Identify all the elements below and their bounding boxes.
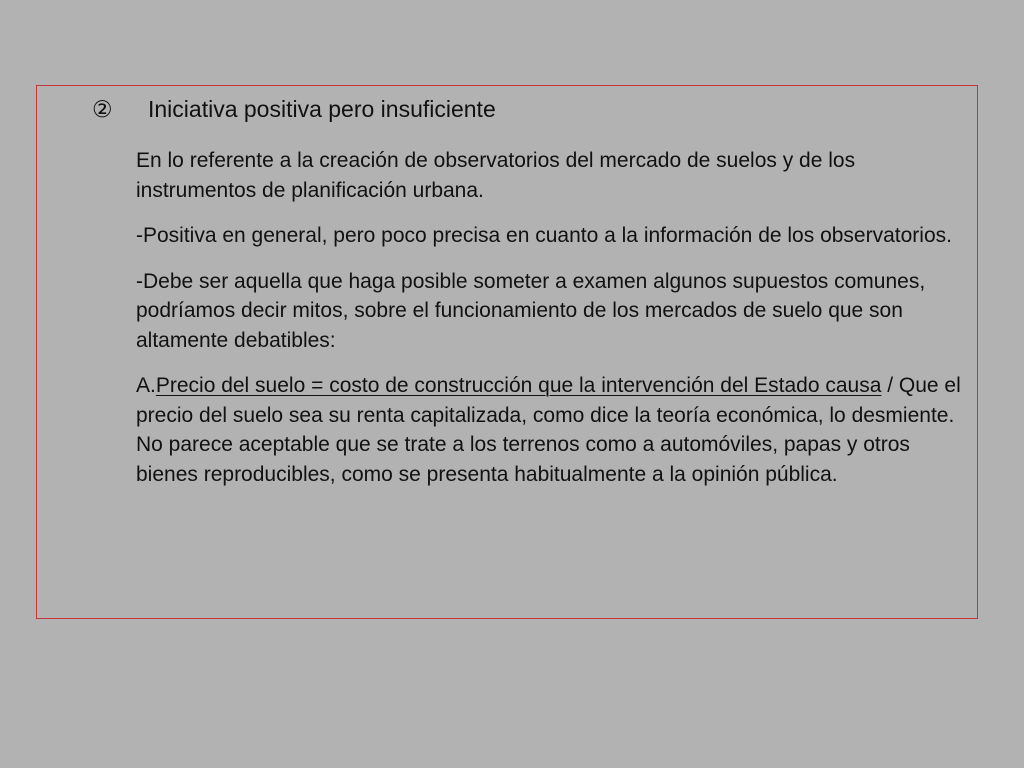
point-a-paragraph [136,371,976,489]
point-a-prefix: A. [136,374,156,397]
positive-point-paragraph: -Positiva en general, pero poco precisa en cuanto a la información de los observatorios. [136,224,952,247]
heading-title: Iniciativa positiva pero insuficiente [148,96,496,122]
heading-number: ② [92,96,113,122]
intro-paragraph: En lo referente a la creación de observatorios del mercado de suelos y de los instrumentos de planificación urbana. [136,149,856,202]
point-a-rest-text: / Que el precio del suelo sea su renta capitalizada, como dice la teoría económica, lo desmiente. No parece aceptable que se trate a los terrenos como a automóviles, papas y otros bienes reproducibles, como se presenta habitualmente a la opinión pública. [136,374,961,486]
point-a-underlined-text: Precio del suelo = costo de construcción que la intervención del Estado causa [155,374,882,397]
slide-body [136,146,976,505]
slide-heading [92,92,496,126]
should-be-point-paragraph: -Debe ser aquella que haga posible someter a examen algunos supuestos comunes, podríamos decir mitos, sobre el funcionamiento de los mercados de suelo que son altamente debatibles: [136,269,926,352]
